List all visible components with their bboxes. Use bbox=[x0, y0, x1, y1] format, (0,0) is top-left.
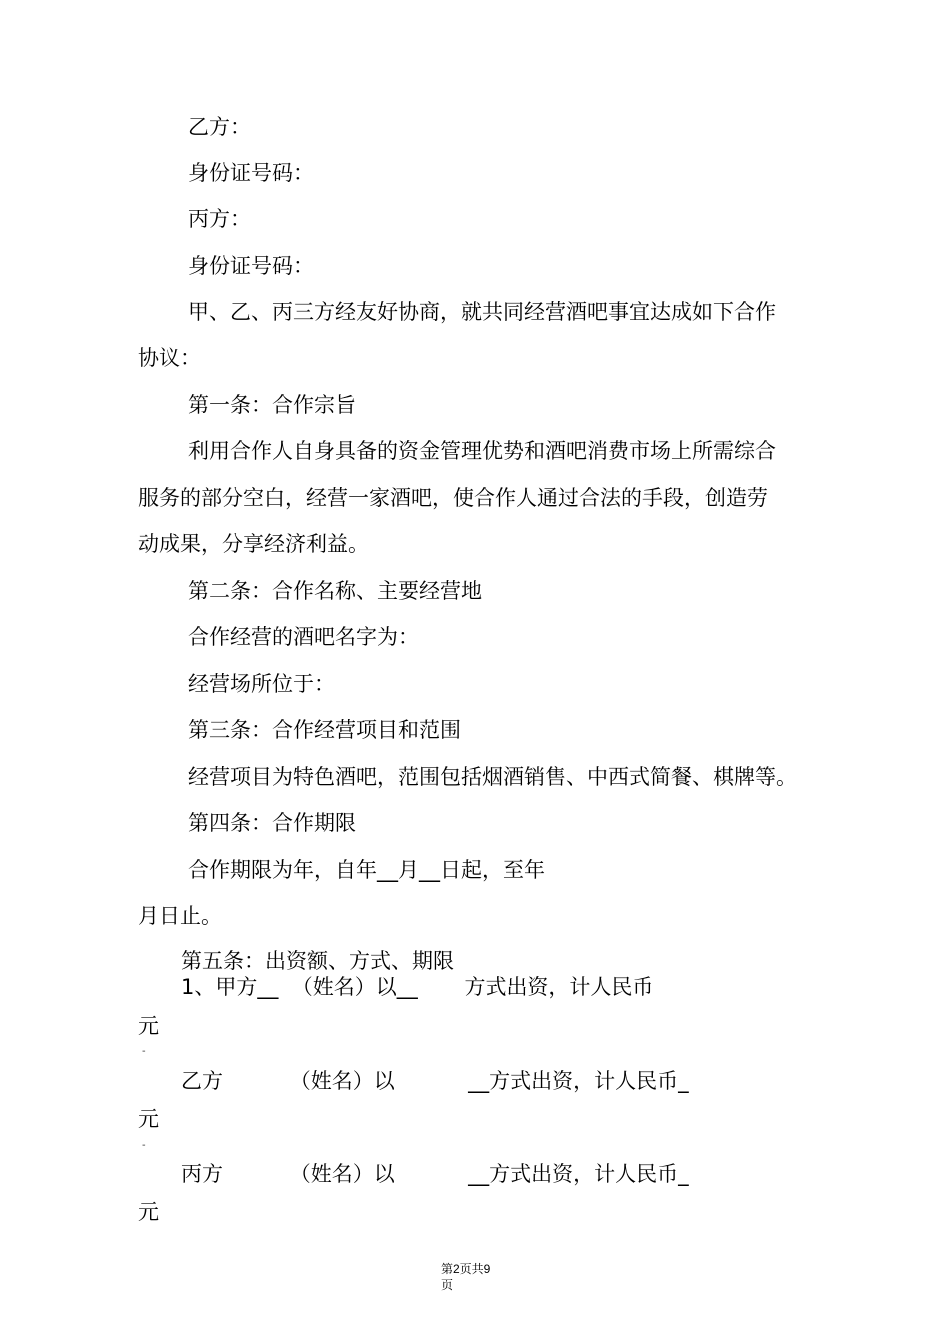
page-number-line-2: 页 bbox=[441, 1278, 454, 1292]
article-heading-1: 第一条：合作宗旨 bbox=[188, 393, 356, 417]
text-line-capital-b-2: 元 bbox=[138, 1107, 159, 1131]
text-line-bar-name: 合作经营的酒吧名字为： bbox=[188, 625, 419, 649]
text-line-location: 经营场所位于： bbox=[188, 672, 335, 696]
text-line-capital-c-1: 丙方 （姓名）以 __方式出资，计人民币_ bbox=[181, 1162, 689, 1186]
page-number-line-1: 第2页共9 bbox=[441, 1262, 491, 1276]
text-line-capital-a-2: 元 bbox=[138, 1014, 159, 1038]
text-line-yi-party: 乙方： bbox=[188, 115, 251, 139]
text-line-term-2: 月日止。 bbox=[138, 904, 222, 928]
article-heading-3: 第三条：合作经营项目和范围 bbox=[188, 718, 461, 742]
text-line-capital-c-2: 元 bbox=[138, 1200, 159, 1224]
text-line-bing-party: 丙方： bbox=[188, 207, 251, 231]
text-line-scope: 经营项目为特色酒吧，范围包括烟酒销售、中西式简餐、棋牌等。 bbox=[188, 765, 797, 789]
text-line-intro-2: 协议： bbox=[138, 346, 201, 370]
article-heading-4: 第四条：合作期限 bbox=[188, 811, 356, 835]
text-line-purpose-3: 动成果，分享经济利益。 bbox=[138, 532, 369, 556]
stray-mark-1: - bbox=[142, 1046, 146, 1057]
text-line-purpose-2: 服务的部分空白，经营一家酒吧，使合作人通过合法的手段，创造劳 bbox=[138, 486, 768, 510]
text-line-id-number-1: 身份证号码： bbox=[188, 161, 314, 185]
article-heading-2: 第二条：合作名称、主要经营地 bbox=[188, 579, 482, 603]
article-heading-5: 第五条：出资额、方式、期限 bbox=[181, 949, 454, 973]
text-line-id-number-2: 身份证号码： bbox=[188, 254, 314, 278]
text-line-capital-b-1: 乙方 （姓名）以 __方式出资，计人民币_ bbox=[181, 1069, 689, 1093]
text-line-capital-a-1: 1、甲方__ （姓名）以__ 方式出资，计人民币 bbox=[181, 975, 654, 999]
text-line-term-1: 合作期限为年，自年__月__日起，至年 bbox=[188, 858, 545, 882]
text-line-intro-1: 甲、乙、丙三方经友好协商，就共同经营酒吧事宜达成如下合作 bbox=[188, 300, 776, 324]
text-line-purpose-1: 利用合作人自身具备的资金管理优势和酒吧消费市场上所需综合 bbox=[188, 439, 776, 463]
stray-mark-2: - bbox=[142, 1140, 146, 1151]
